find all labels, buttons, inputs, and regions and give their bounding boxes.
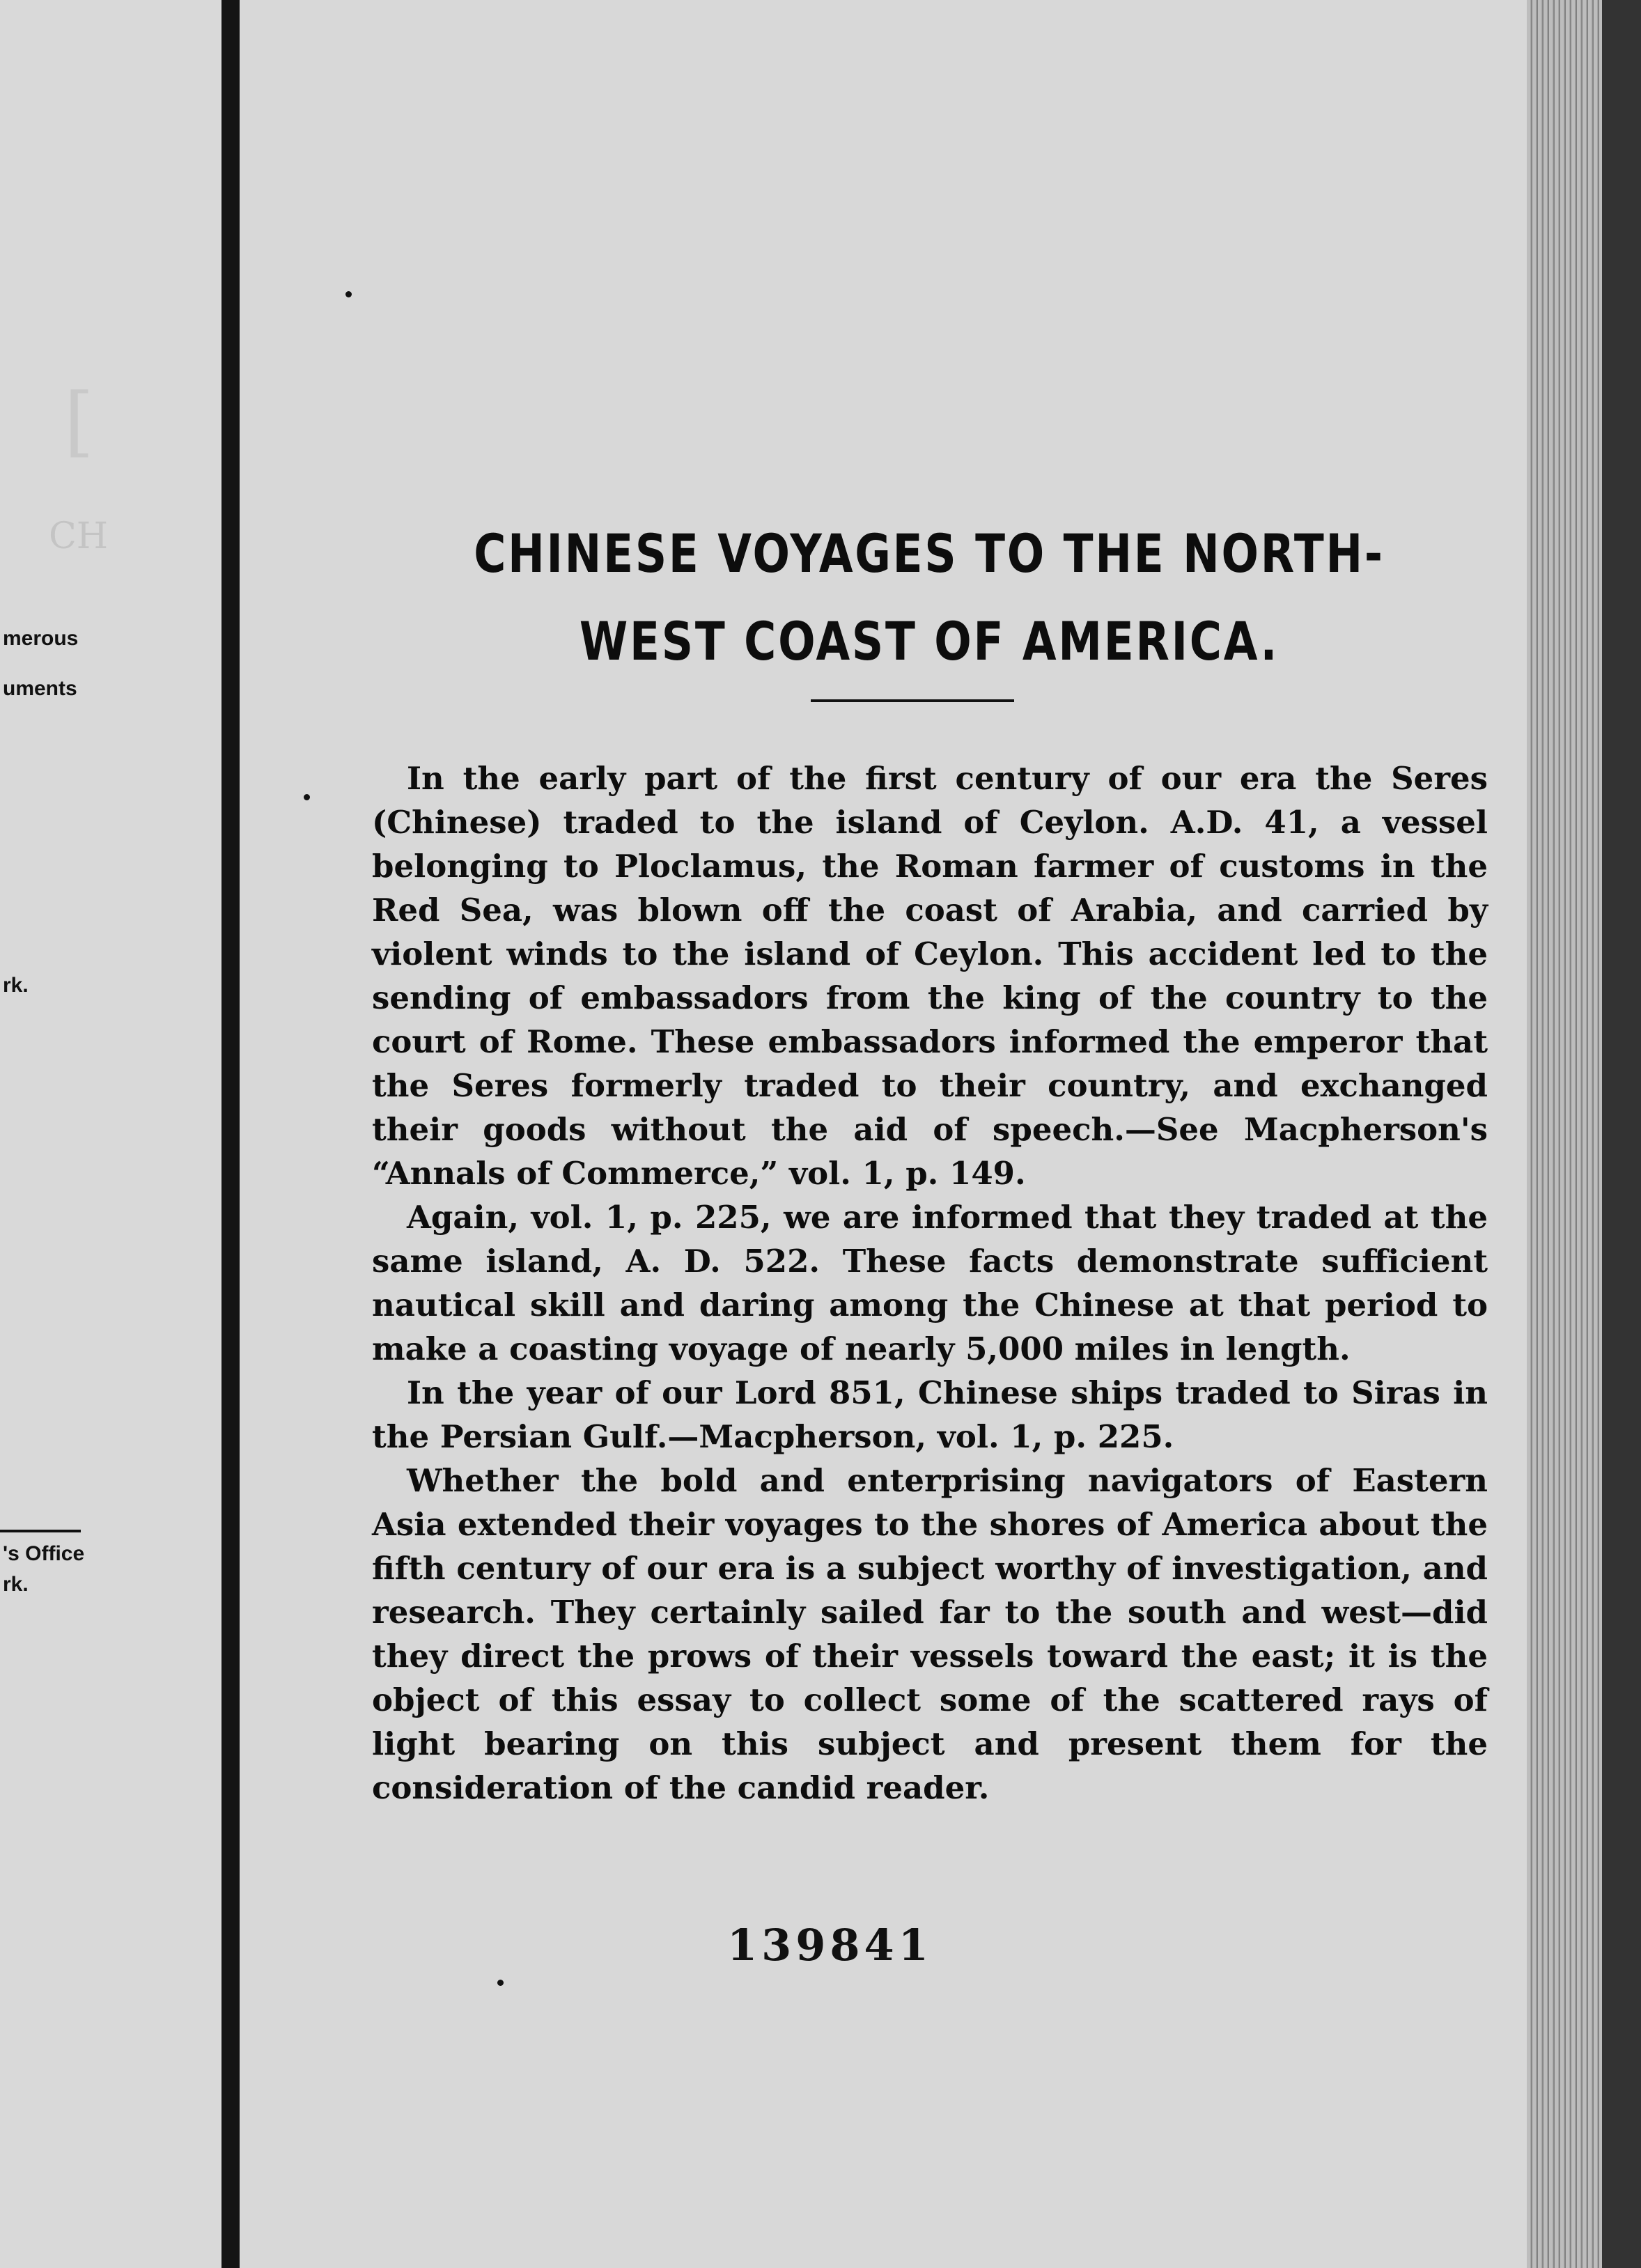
left-page-fragment: merous bbox=[3, 627, 79, 650]
paragraph: Again, vol. 1, p. 225, we are informed that they traded at the same island, A. D. 522. These facts demonstrate sufficient nautical skill and daring among the Chinese at that period to make a coasting voyage of nearly 5,000 miles in length. bbox=[372, 1199, 1488, 1367]
page-title: CHINESE VOYAGES TO THE NORTH-WEST COAST OF AMERICA. bbox=[474, 522, 1385, 672]
left-page-faint-heading: CH bbox=[49, 515, 109, 557]
left-page-strip bbox=[0, 0, 221, 2268]
ink-speck bbox=[345, 291, 352, 297]
left-page-fragment: rk. bbox=[3, 974, 29, 997]
title-rule bbox=[811, 699, 1014, 702]
ink-speck bbox=[304, 794, 310, 800]
catalog-number-stamp: 139841 bbox=[727, 1920, 933, 1971]
paragraph: In the year of our Lord 851, Chinese ships traded to Siras in the Persian Gulf.—Macpherson, vol. 1, p. 225. bbox=[372, 1374, 1488, 1455]
left-page-fragment: uments bbox=[3, 677, 77, 700]
left-page-fragment: rk. bbox=[3, 1573, 29, 1596]
body-text bbox=[372, 756, 1488, 1810]
paragraph: In the early part of the first century of our era the Seres (Chinese) traded to the island of Ceylon. A.D. 41, a vessel belonging to Ploclamus, the Roman farmer of customs in the Red Sea, was blown off the coast of Arabia, and carried by violent winds to the island of Ceylon. This accident led to the sending of embassadors from the king of the country to the court of Rome. These embassadors informed the emperor that the Seres formerly traded to their country, and exchanged their goods without the aid of speech.—See Macpherson's “Annals of Commerce,” vol. 1, p. 149. bbox=[372, 760, 1488, 1192]
book-edge-shadow bbox=[1602, 0, 1641, 2268]
paragraph: Whether the bold and enterprising navigators of Eastern Asia extended their voyages to the shores of America about the fifth century of our era is a subject worthy of investigation, and research. They certainly sailed far to the south and west—did they direct the prows of their vessels toward the east; it is the object of this essay to collect some of the scattered rays of light bearing on this subject and present them for the consideration of the candid reader. bbox=[372, 1462, 1488, 1806]
book-gutter bbox=[221, 0, 240, 2268]
book-page bbox=[240, 0, 1527, 2268]
left-page-edge-glyph: [ bbox=[64, 376, 94, 465]
left-page-rule bbox=[0, 1530, 81, 1532]
ink-speck bbox=[497, 1980, 504, 1986]
left-page-fragment: 's Office bbox=[3, 1542, 85, 1565]
